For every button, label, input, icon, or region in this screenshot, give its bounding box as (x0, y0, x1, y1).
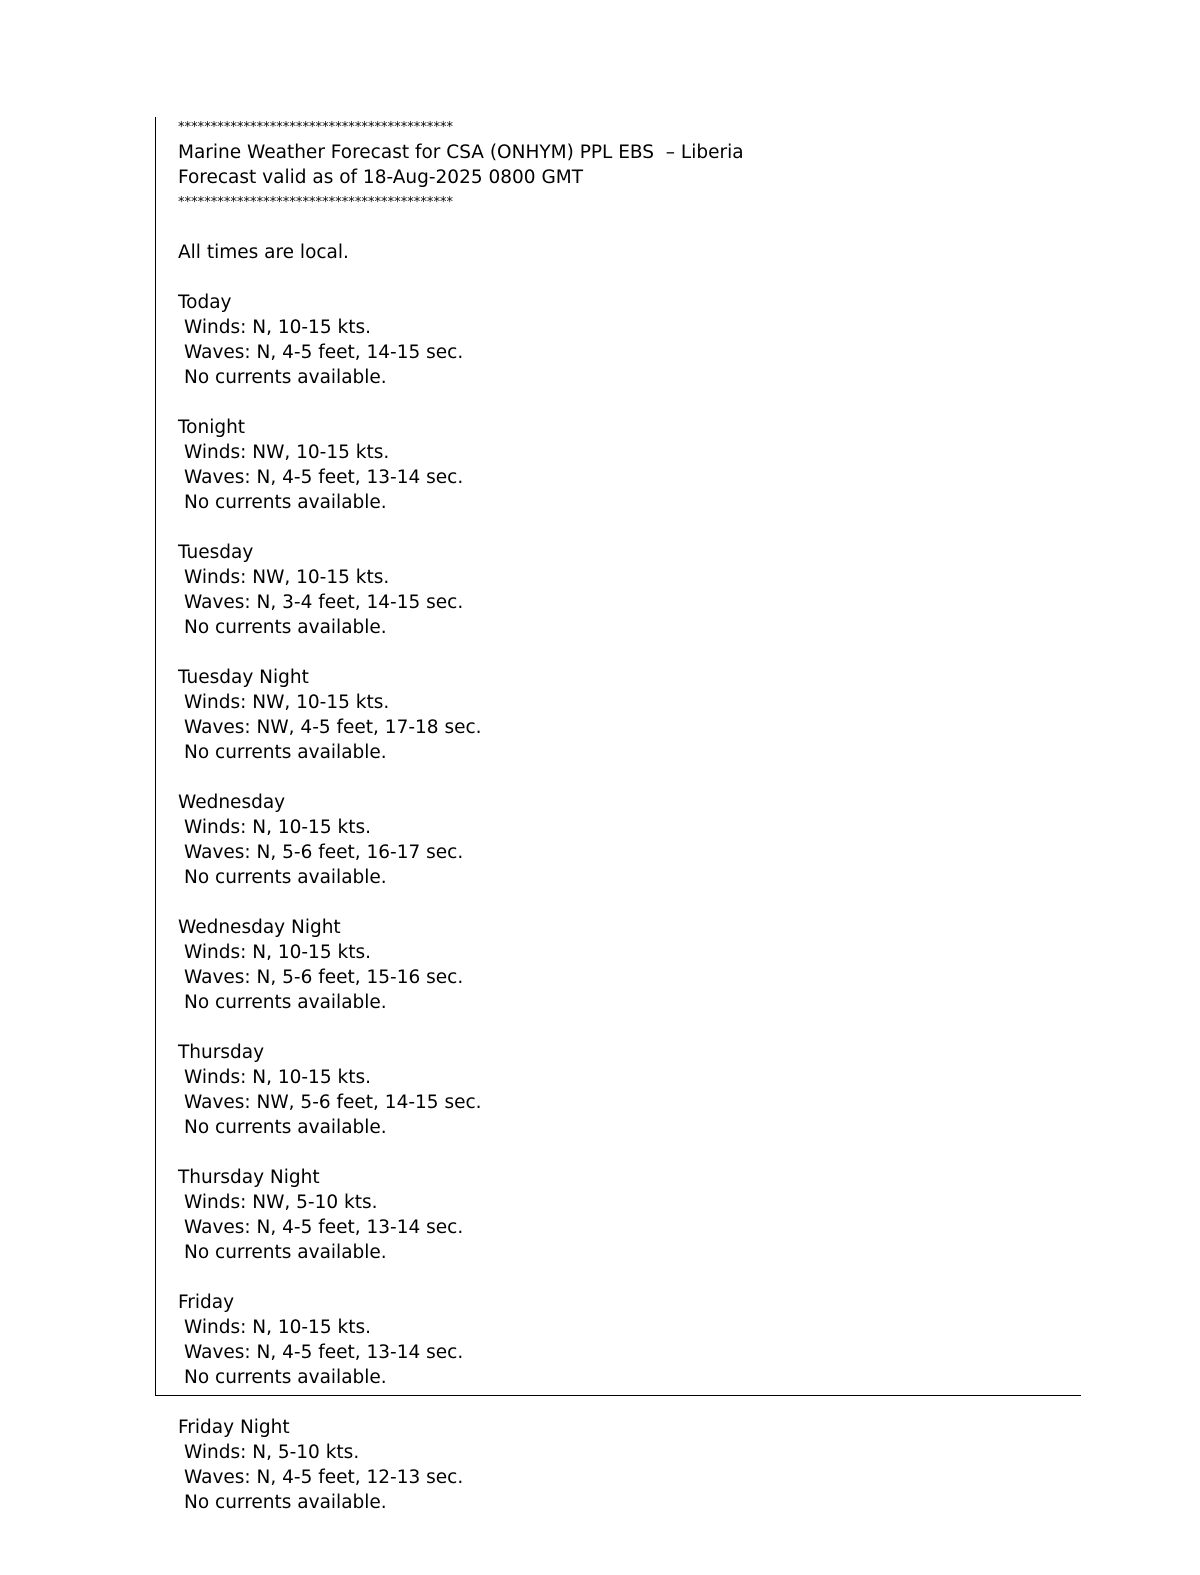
spacer (178, 1140, 1058, 1165)
forecast-period (178, 540, 1058, 665)
spacer (178, 515, 1058, 540)
period-currents: No currents available. (184, 492, 387, 513)
period-name: Friday Night (178, 1417, 290, 1438)
time-note: All times are local. (178, 242, 349, 263)
forecast-period (178, 1290, 1058, 1415)
spacer (178, 215, 1058, 240)
spacer (178, 765, 1058, 790)
period-currents: No currents available. (184, 617, 387, 638)
forecast-period (178, 415, 1058, 540)
period-waves: Waves: N, 4-5 feet, 14-15 sec. (184, 342, 464, 363)
period-currents: No currents available. (184, 1367, 387, 1388)
period-waves: Waves: N, 4-5 feet, 12-13 sec. (184, 1467, 464, 1488)
period-currents: No currents available. (184, 1242, 387, 1263)
period-winds: Winds: N, 10-15 kts. (184, 942, 371, 963)
period-name: Tonight (178, 417, 246, 438)
forecast-period (178, 915, 1058, 1040)
period-winds: Winds: N, 10-15 kts. (184, 817, 371, 838)
period-waves: Waves: N, 4-5 feet, 13-14 sec. (184, 1342, 464, 1363)
spacer (178, 265, 1058, 290)
forecast-period (178, 1165, 1058, 1290)
period-waves: Waves: NW, 4-5 feet, 17-18 sec. (184, 717, 482, 738)
period-currents: No currents available. (184, 367, 387, 388)
period-name: Thursday (178, 1042, 265, 1063)
header-stars-bottom: ****************************************** (178, 195, 454, 210)
period-name: Thursday Night (178, 1167, 320, 1188)
forecast-valid-time: Forecast valid as of 18-Aug-2025 0800 GMT (178, 167, 584, 188)
period-waves: Waves: NW, 5-6 feet, 14-15 sec. (184, 1092, 482, 1113)
period-winds: Winds: N, 10-15 kts. (184, 317, 371, 338)
forecast-title: Marine Weather Forecast for CSA (ONHYM) PPL EBS – Liberia (178, 142, 744, 163)
spacer (178, 640, 1058, 665)
period-waves: Waves: N, 5-6 feet, 16-17 sec. (184, 842, 464, 863)
period-winds: Winds: N, 10-15 kts. (184, 1067, 371, 1088)
forecast-period (178, 290, 1058, 415)
period-winds: Winds: NW, 10-15 kts. (184, 442, 390, 463)
period-winds: Winds: N, 5-10 kts. (184, 1442, 360, 1463)
spacer (178, 390, 1058, 415)
period-name: Wednesday (178, 792, 286, 813)
forecast-period (178, 790, 1058, 915)
period-currents: No currents available. (184, 1492, 387, 1513)
period-currents: No currents available. (184, 1117, 387, 1138)
period-winds: Winds: N, 10-15 kts. (184, 1317, 371, 1338)
forecast-period (178, 665, 1058, 790)
header-stars-top: ****************************************** (178, 120, 454, 135)
spacer (178, 890, 1058, 915)
period-name: Tuesday Night (178, 667, 309, 688)
period-waves: Waves: N, 4-5 feet, 13-14 sec. (184, 1217, 464, 1238)
forecast-period (178, 1415, 1058, 1515)
period-currents: No currents available. (184, 867, 387, 888)
period-name: Today (178, 292, 232, 313)
period-waves: Waves: N, 5-6 feet, 15-16 sec. (184, 967, 464, 988)
frame-left-rule (155, 117, 156, 1396)
period-waves: Waves: N, 4-5 feet, 13-14 sec. (184, 467, 464, 488)
period-winds: Winds: NW, 5-10 kts. (184, 1192, 378, 1213)
period-name: Wednesday Night (178, 917, 341, 938)
period-name: Friday (178, 1292, 235, 1313)
period-waves: Waves: N, 3-4 feet, 14-15 sec. (184, 592, 464, 613)
spacer (178, 1265, 1058, 1290)
forecast-document (178, 115, 1058, 1515)
period-winds: Winds: NW, 10-15 kts. (184, 692, 390, 713)
period-name: Tuesday (178, 542, 254, 563)
forecast-period (178, 1040, 1058, 1165)
period-currents: No currents available. (184, 992, 387, 1013)
period-currents: No currents available. (184, 742, 387, 763)
spacer (178, 1015, 1058, 1040)
spacer (178, 1390, 1058, 1415)
period-winds: Winds: NW, 10-15 kts. (184, 567, 390, 588)
